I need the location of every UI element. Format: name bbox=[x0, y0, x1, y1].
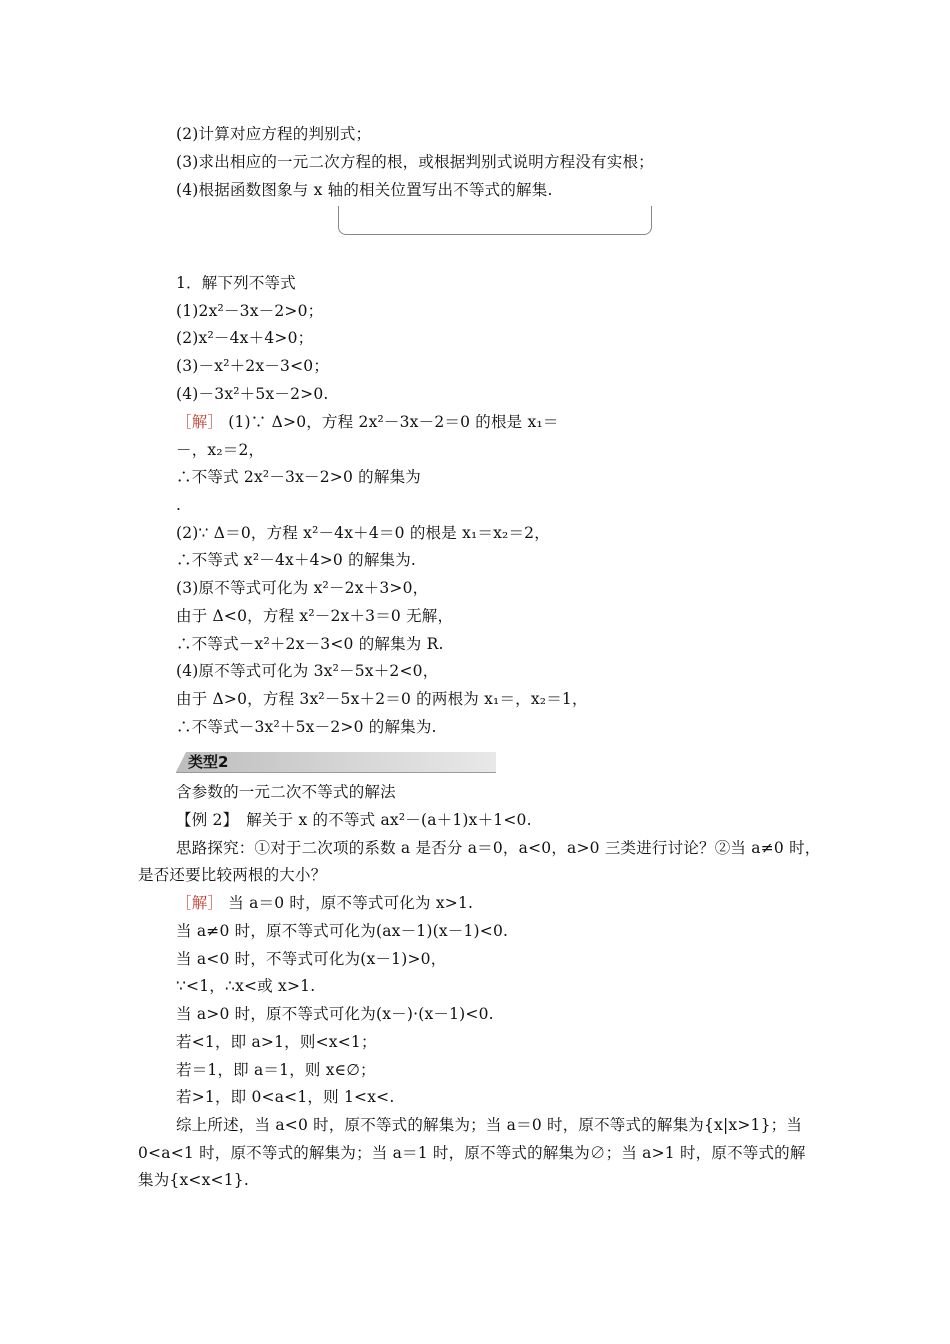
example-solution-text: 当 a＝0 时，原不等式可化为 x>1. bbox=[228, 894, 474, 912]
example-solution-line-7: 若>1，即 0<a<1，则 1<x<. bbox=[176, 1088, 395, 1106]
solution-line-12: ∴不等式－3x²＋5x－2>0 的解集为. bbox=[176, 718, 437, 736]
example-solution-line-5: 若<1，即 a>1，则<x<1； bbox=[176, 1033, 377, 1051]
example-solution-line-4: 当 a>0 时，原不等式可化为(x－)·(x－1)<0. bbox=[176, 1005, 494, 1023]
summary-line-3: 集为{x<x<1}. bbox=[138, 1171, 249, 1189]
exercise-title: 1．解下列不等式 bbox=[176, 274, 296, 292]
solution-line-7: (3)原不等式可化为 x²－2x＋3>0， bbox=[176, 579, 429, 597]
summary-line-2: 0<a<1 时，原不等式的解集为；当 a＝1 时，原不等式的解集为∅；当 a>1 时，原不等式的解 bbox=[138, 1144, 806, 1162]
exercise-item-2: (2)x²－4x＋4>0； bbox=[176, 329, 314, 347]
solution-line-1 bbox=[176, 412, 559, 432]
example-solution-line-1: 当 a≠0 时，原不等式可化为(ax－1)(x－1)<0. bbox=[176, 922, 509, 940]
type-2-heading: 含参数的一元二次不等式的解法 bbox=[176, 783, 396, 801]
solution-line-3: ∴不等式 2x²－3x－2>0 的解集为 bbox=[176, 468, 421, 486]
example-solution-line-6: 若＝1，即 a＝1，则 x∈∅； bbox=[176, 1061, 376, 1079]
example-solution-first bbox=[176, 893, 473, 913]
example-solution-line-3: ∵<1，∴x<或 x>1. bbox=[176, 977, 316, 995]
step-3: (3)求出相应的一元二次方程的根，或根据判别式说明方程没有实根； bbox=[176, 153, 654, 171]
solution-line-8: 由于 Δ<0，方程 x²－2x＋3＝0 无解， bbox=[176, 607, 454, 625]
solution-line-10: (4)原不等式可化为 3x²－5x＋2<0， bbox=[176, 662, 439, 680]
banner-corner bbox=[176, 752, 186, 772]
solution-line-4: . bbox=[176, 496, 182, 514]
exercise-item-3: (3)－x²＋2x－3<0； bbox=[176, 357, 330, 375]
empty-bracket-box bbox=[338, 206, 652, 235]
exercise-item-1: (1)2x²－3x－2>0； bbox=[176, 302, 324, 320]
summary-line-1: 综上所述，当 a<0 时，原不等式的解集为；当 a＝0 时，原不等式的解集为{x|x>1}；当 bbox=[176, 1116, 803, 1134]
thinking-line-1: 思路探究：①对于二次项的系数 a 是否分 a＝0，a<0，a>0 三类进行讨论？②当 a≠0 时， bbox=[176, 839, 821, 857]
type-2-label: 类型2 bbox=[188, 753, 229, 771]
solution-line-5: (2)∵ Δ＝0，方程 x²－4x＋4＝0 的根是 x₁＝x₂＝2， bbox=[176, 524, 550, 542]
solution-tag: ［解］ bbox=[176, 413, 224, 431]
solution-text: (1)∵ Δ>0，方程 2x²－3x－2＝0 的根是 x₁＝ bbox=[228, 413, 559, 431]
exercise-item-4: (4)－3x²＋5x－2>0. bbox=[176, 385, 329, 403]
solution-line-2: －，x₂＝2， bbox=[176, 441, 265, 459]
example-solution-line-2: 当 a<0 时，不等式可化为(x－1)>0， bbox=[176, 950, 447, 968]
example-2: 【例 2】 解关于 x 的不等式 ax²－(a＋1)x＋1<0. bbox=[176, 811, 532, 829]
thinking-line-2: 是否还要比较两根的大小？ bbox=[138, 866, 327, 884]
solution-line-9: ∴不等式－x²＋2x－3<0 的解集为 R. bbox=[176, 635, 444, 653]
solution-line-11: 由于 Δ>0，方程 3x²－5x＋2＝0 的两根为 x₁＝，x₂＝1， bbox=[176, 690, 588, 708]
example-solution-tag: ［解］ bbox=[176, 894, 224, 912]
step-4: (4)根据函数图象与 x 轴的相关位置写出不等式的解集. bbox=[176, 181, 553, 199]
solution-line-6: ∴不等式 x²－4x＋4>0 的解集为. bbox=[176, 551, 417, 569]
type-2-banner bbox=[176, 752, 496, 773]
step-2: (2)计算对应方程的判别式； bbox=[176, 125, 372, 143]
